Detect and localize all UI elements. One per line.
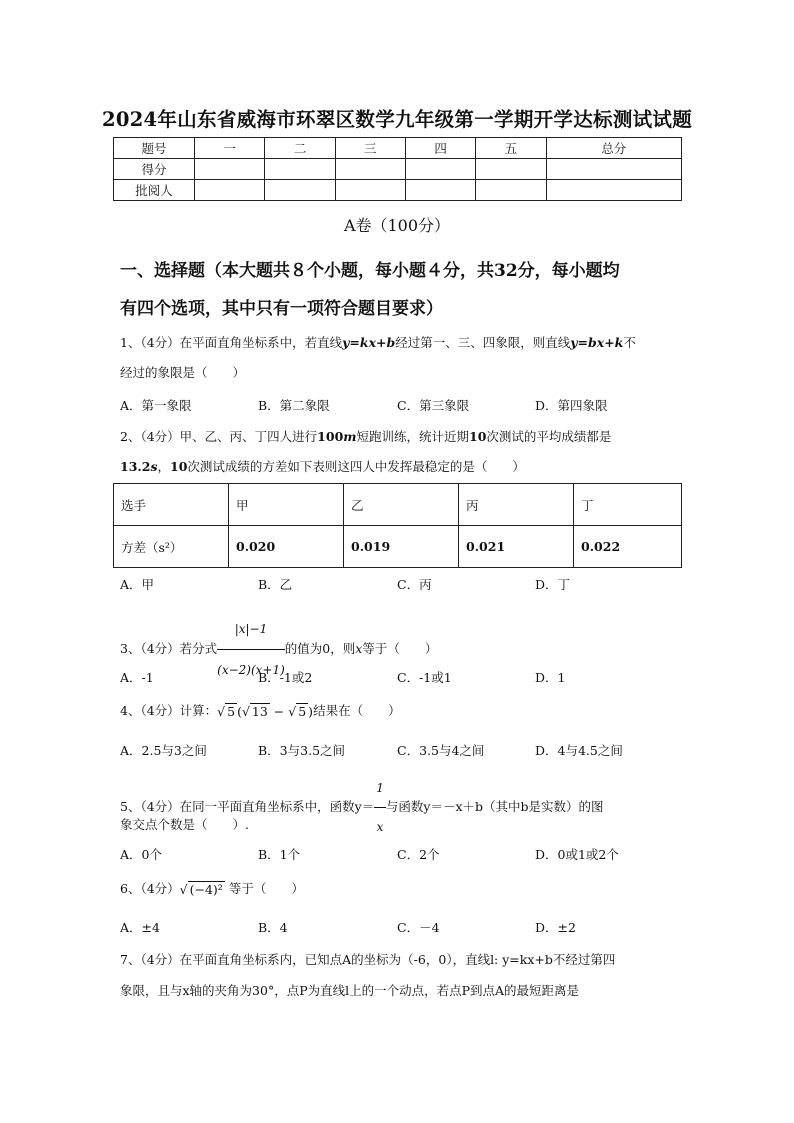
score-cell	[546, 180, 681, 201]
q2-unit: m	[343, 429, 357, 444]
q2-text: 次测试的平均成绩都是	[486, 429, 612, 444]
variance-header-cell: 选手	[114, 484, 229, 526]
q5-text: 与函数	[385, 799, 424, 814]
score-table-header-row	[114, 138, 682, 159]
q5-text: 5、（4分）在同一平面直角坐标系中，函数	[120, 799, 355, 814]
q1-expr: y=kx+b	[342, 335, 396, 350]
page-title: 2024年山东省威海市环翠区数学九年级第一学期开学达标测试试题	[101, 108, 693, 131]
q1-option-c: C．第三象限	[397, 398, 470, 413]
q6-expression: √ (−4)²	[179, 881, 223, 897]
q4-radicand: 13	[251, 703, 268, 719]
score-cell	[476, 180, 546, 201]
score-header-cell: 二	[265, 138, 335, 159]
variance-row-label: 方差（s²）	[114, 526, 229, 568]
score-header-cell: 总分	[546, 138, 681, 159]
q2-number: 10	[170, 459, 188, 474]
q1-expr: y=bx+k	[570, 335, 624, 350]
q5-func: y＝－x＋b（其中b是实数）的图	[423, 799, 604, 814]
q4-radicand: 5	[298, 703, 307, 719]
q5-fraction	[374, 770, 386, 845]
q2-option-a: A．甲	[120, 577, 155, 592]
q2-line2	[120, 458, 525, 476]
q2-text: 短跑训练，统计近期	[356, 429, 470, 444]
q6-line1	[120, 880, 304, 899]
q6-option-c: C．－4	[397, 920, 440, 935]
q4-text: 4、（4分）计算：	[120, 703, 218, 718]
variance-header-row	[114, 484, 682, 526]
q3-option-d: D．1	[535, 670, 566, 685]
score-table	[113, 137, 682, 201]
variance-table	[113, 483, 682, 568]
q2-text: ，	[157, 459, 171, 474]
q2-number: 13.2	[120, 459, 151, 474]
q5-fraction-numerator: 1	[374, 770, 386, 808]
q5-func: y＝	[354, 799, 375, 814]
score-table-row	[114, 180, 682, 201]
variance-value: 0.022	[574, 526, 682, 568]
part1-heading-line1: 一、选择题（本大题共８个小题，每小题４分，共32分，每小题均	[120, 261, 620, 281]
variance-header-cell: 丁	[574, 484, 682, 526]
score-header-cell: 四	[405, 138, 475, 159]
q2-number: 10	[469, 429, 487, 444]
score-header-cell: 一	[195, 138, 265, 159]
q5-fraction-denominator: x	[376, 820, 384, 834]
q1-line2: 经过的象限是（ ）	[120, 365, 246, 380]
q1-option-a: A．第一象限	[120, 398, 192, 413]
q2-option-d: D．丁	[535, 577, 571, 592]
q3-option-a: A．-1	[120, 670, 154, 685]
score-table-row	[114, 159, 682, 180]
q5-option-b: B．1个	[258, 847, 301, 862]
q5-option-c: C．2个	[397, 847, 440, 862]
variance-value: 0.020	[229, 526, 344, 568]
q3-option-c: C．-1或1	[397, 670, 452, 685]
q2-unit: s	[150, 459, 158, 474]
q3-text: 的值为0，则	[284, 641, 356, 656]
q6-radicand: (−4)²	[189, 881, 223, 897]
q6-text: 等于（ ）	[228, 881, 304, 896]
section-a-label: A卷（100分）	[343, 216, 451, 235]
q4-expression: √ 5 (√ 13 − √ 5 )	[217, 703, 314, 719]
score-cell	[476, 159, 546, 180]
q5-line2: 象交点个数是（ ）.	[120, 817, 249, 832]
q4-option-b: B．3与3.5之间	[258, 743, 346, 758]
q1-option-d: D．第四象限	[535, 398, 608, 413]
q4-option-c: C．3.5与4之间	[397, 743, 485, 758]
q5-option-a: A．0个	[120, 847, 162, 862]
score-header-cell: 三	[335, 138, 405, 159]
q3-option-b: B．-1或2	[258, 670, 313, 685]
q1-text: 不	[623, 335, 636, 350]
q7-line1: 7、（4分）在平面直角坐标系内，已知点A的坐标为（-6，0），直线l: y=kx+b不经过第四	[120, 952, 616, 967]
q3-text: 3、（4分）若分式	[120, 641, 218, 656]
variance-header-cell: 丙	[459, 484, 574, 526]
score-cell	[195, 159, 265, 180]
score-row-label: 批阅人	[114, 180, 195, 201]
part1-heading-line2: 有四个选项，其中只有一项符合题目要求）	[120, 299, 443, 319]
q4-radicand: 5	[227, 703, 236, 719]
variance-value: 0.019	[344, 526, 459, 568]
q6-option-d: D．±2	[535, 920, 576, 935]
q3-fraction-numerator: |x|−1	[217, 610, 285, 650]
q2-text: 2、（4分）甲、乙、丙、丁四人进行	[120, 429, 318, 444]
q1-option-b: B．第二象限	[258, 398, 330, 413]
q1-text: 1、（4分）在平面直角坐标系中，若直线	[120, 335, 343, 350]
q1-text: 经过第一、三、四象限，则直线	[395, 335, 571, 350]
q2-number: 100	[317, 429, 344, 444]
q4-option-a: A．2.5与3之间	[120, 743, 207, 758]
score-cell	[335, 159, 405, 180]
q2-option-c: C．丙	[397, 577, 432, 592]
q2-text: 次测试成绩的方差如下表则这四人中发挥最稳定的是（ ）	[187, 459, 525, 474]
q2-option-b: B．乙	[258, 577, 293, 592]
q4-option-d: D．4与4.5之间	[535, 743, 623, 758]
score-cell	[195, 180, 265, 201]
score-cell	[265, 159, 335, 180]
variance-header-cell: 甲	[229, 484, 344, 526]
q6-option-a: A．±4	[120, 920, 160, 935]
variance-header-cell: 乙	[344, 484, 459, 526]
q5-option-d: D．0或1或2个	[535, 847, 619, 862]
q3-text: 等于（ ）	[362, 641, 438, 656]
q4-line1	[120, 702, 401, 721]
variance-value: 0.021	[459, 526, 574, 568]
q6-text: 6、（4分）	[120, 881, 180, 896]
q1-line1	[120, 334, 636, 352]
q4-text: 结果在（ ）	[313, 703, 401, 718]
variance-value-row	[114, 526, 682, 568]
score-cell	[265, 180, 335, 201]
score-cell	[405, 159, 475, 180]
q6-option-b: B．4	[258, 920, 288, 935]
q3-fraction-denominator: (x−2)(x+1)	[217, 663, 285, 677]
score-row-label: 得分	[114, 159, 195, 180]
q7-line2: 象限，且与x轴的夹角为30°，点P为直线l上的一个动点，若点P到点A的最短距离是	[120, 983, 580, 998]
score-cell	[335, 180, 405, 201]
q3-variable: x	[355, 641, 363, 656]
score-cell	[405, 180, 475, 201]
score-header-cell: 五	[476, 138, 546, 159]
score-header-cell: 题号	[114, 138, 195, 159]
q2-line1	[120, 428, 611, 446]
score-cell	[546, 159, 681, 180]
